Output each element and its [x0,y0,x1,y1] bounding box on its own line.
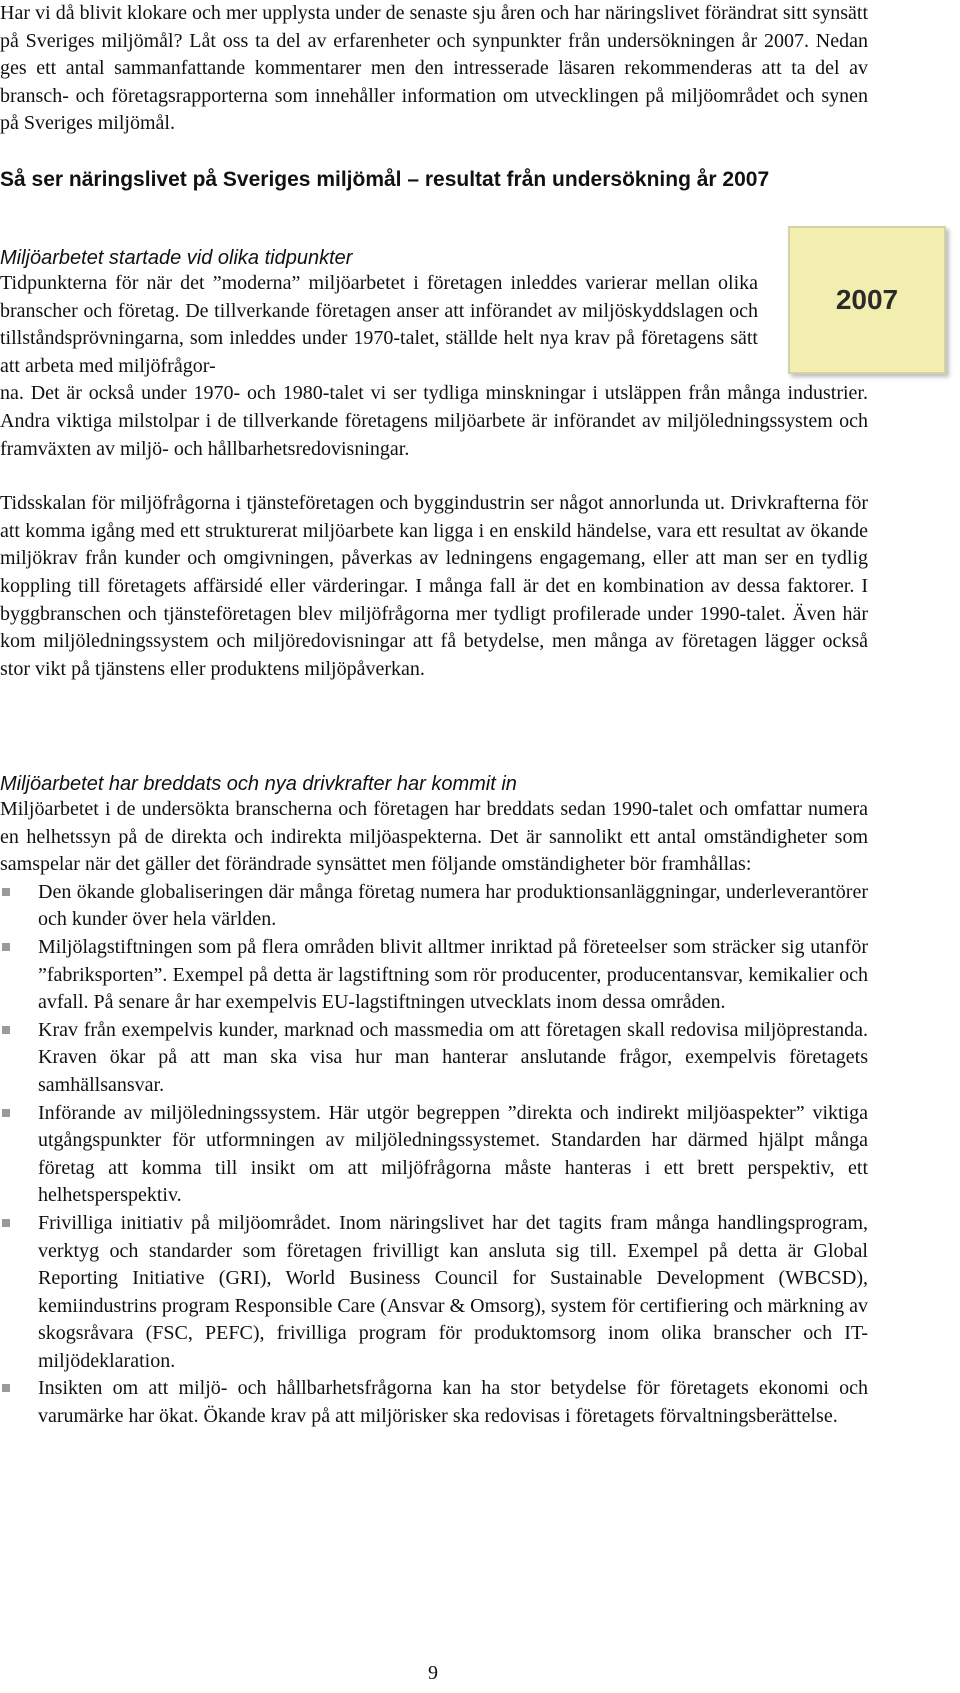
paragraph: Tidsskalan för miljöfrågorna i tjänsteföretagen och byggindustrin ser något annorlunda ut. Drivkrafterna för att komma igång med ett strukturerat miljöarbete kan ligga i en enskild händelse, vara ett resultat av ökande miljökrav från kunder och omgivningen, påverkas av ledningens engagemang, eller att man ser en tydlig koppling till företagets affärsidé eller värderingar. I många fall är det en kombination av dessa faktorer. I byggbranschen och tjänsteföretagen blev miljöfrågorna mer tydligt profilerade under 1990-talet. Även här kom miljöledningssystem och miljöredovisningar att få betydelse, men många av företagen lägger också stor vikt på tjänstens eller produktens miljöpåverkan. [0,492,868,680]
bullet-square-icon [2,1219,10,1227]
bullet-square-icon [2,888,10,896]
bullet-square-icon [2,1109,10,1117]
list-item: Införande av miljöledningssystem. Här utgör begreppen ”direkta och indirekt miljöaspekter” viktiga utgångspunkter för utformningen av miljöledningssystemet. Standarden har därmed hjälpt många företag att komma till insikt om att miljöfrågorna måste hanteras i ett brett perspektiv, ett helhetsperspektiv. [0,1100,868,1210]
bullet-square-icon [2,943,10,951]
paragraph: Tidpunkterna för när det ”moderna” miljöarbetet i företagen inleddes varierar mellan olika branscher och företag. De tillverkande företagen anser att införandet av miljöskyddslagen och tillståndsprövningarna, som inleddes under 1970-talet, ställde helt nya krav på företagens sätt att arbeta med miljöfrågor- [0,272,758,377]
list-item: Frivilliga initiativ på miljöområdet. Inom näringslivet har det tagits fram många handlingsprogram, verktyg och standarder som företagen frivilligt kan ansluta sig till. Exempel på detta är Global Reporting Initiative (GRI), World Business Council for Sustainable Development (WBCSD), kemiindustrins program Responsible Care (Ansvar & Omsorg), system för certifiering och märkning av skogsråvara (FSC, PEFC), frivilliga program för produktomsorg inom olika branscher och IT-miljödeklaration. [0,1210,868,1376]
subsection-heading: Miljöarbetet startade vid olika tidpunkter [0,247,353,269]
paragraph: Miljöarbetet i de undersökta branscherna och företagen har breddats sedan 1990-talet och omfattar numera en helhetssyn på de direkta och indirekta miljöaspekterna. Det är sannolikt ett antal omständigheter som samspelar när det gäller det förändrade synsättet men följande omständigheter bör framhållas: [0,798,868,876]
list-item: Krav från exempelvis kunder, marknad och massmedia om att företagen skall redovisa miljöprestanda. Kraven ökar på att man ska visa hur man hanterar anslutande frågor, exempelvis företagets samhällsansvar. [0,1017,868,1100]
section-title: Så ser näringslivet på Sveriges miljömål – resultat från undersökning år 2007 [0,168,770,191]
list-item: Miljölagstiftningen som på flera områden blivit alltmer inriktad på företeelser som sträcker sig utanför ”fabriksporten”. Exempel på detta är lagstiftning som rör producenter, producentansvar, kemikalier och avfall. På senare år har exempelvis EU-lagstiftningen utvecklats inom dessa områden. [0,934,868,1017]
bullet-square-icon [2,1384,10,1392]
page-number: 9 [428,1662,438,1684]
bullet-list [0,879,868,1431]
intro-paragraph: Har vi då blivit klokare och mer upplysta under de senaste sju åren och har näringslivet förändrat sitt synsätt på Sveriges miljömål? Låt oss ta del av erfarenheter och synpunkter från undersökningen år 2007. Nedan ges ett antal sammanfattande kommentarer men den intresserade läsaren rekommenderas att ta del av bransch- och företagsrapporterna som innehåller information om utvecklingen på miljöområdet och synen på Sveriges miljömål. [0,2,868,135]
subsection-drivers [0,772,868,1431]
year-badge-label: 2007 [835,284,899,315]
list-item: Insikten om att miljö- och hållbarhetsfrågorna kan ha stor betydelse för företagets ekonomi och varumärke har ökat. Ökande krav på att miljörisker ska redovisas i företagets förvaltningsberättelse. [0,1375,868,1430]
subsection-heading: Miljöarbetet har breddats och nya drivkrafter har kommit in [0,773,517,795]
subsection-start-times [0,246,868,683]
list-item: Den ökande globaliseringen där många företag numera har produktionsanläggningar, underleverantörer och kunder över hela världen. [0,879,868,934]
paragraph: na. Det är också under 1970- och 1980-talet vi ser tydliga minskningar i utsläppen från många industrier. Andra viktiga milstolpar i de tillverkande företagens miljöarbete är införandet av miljöledningssystem och framväxten av miljö- och hållbarhetsredovisningar. [0,382,868,460]
bullet-square-icon [2,1026,10,1034]
year-badge-image [788,226,946,374]
